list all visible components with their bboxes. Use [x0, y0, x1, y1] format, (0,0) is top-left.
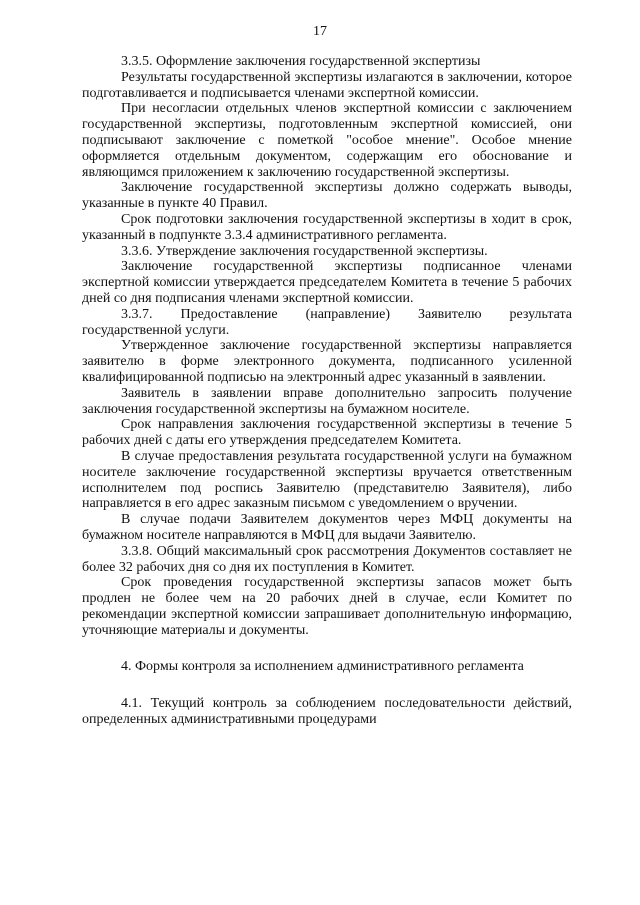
- subsection-heading-3-3-6: 3.3.6. Утверждение заключения государственной экспертизы.: [121, 243, 488, 259]
- paragraph: В случае подачи Заявителем документов через МФЦ документы на бумажном носителе направляются в МФЦ для выдачи Заявителю.: [82, 512, 572, 543]
- paragraph: Срок подготовки заключения государственной экспертизы в ходит в срок, указанный в подпункте 3.3.4 административного регламента.: [82, 211, 572, 243]
- paragraph: Заключение государственной экспертизы подписанное членами экспертной комиссии утверждается председателем Комитета в течение 5 рабочих дней со дня подписания членами экспертной комиссии.: [82, 259, 572, 306]
- section-heading: 4. Формы контроля за исполнением административного регламента: [121, 659, 524, 675]
- document-body: [82, 54, 572, 728]
- paragraph: Результаты государственной экспертизы излагаются в заключении, которое подготавливается и подписывается членами экспертной комиссии.: [82, 69, 572, 101]
- paragraph: Срок направления заключения государственной экспертизы в течение 5 рабочих дней с даты его утверждения председателем Комитета.: [82, 417, 572, 449]
- subsection-3-3-8: 3.3.8. Общий максимальный срок рассмотрения Документов составляет не более 32 рабочих дня со дня их поступления в Комитет.: [82, 543, 572, 575]
- subsection-heading-3-3-5: 3.3.5. Оформление заключения государственной экспертизы: [121, 54, 481, 69]
- subsection-heading-3-3-7: 3.3.7. Предоставление (направление) Заявителю результата государственной услуги.: [82, 306, 572, 338]
- paragraph: Срок проведения государственной экспертизы запасов может быть продлен не более чем на 20 рабочих дней в случае, если Комитет по рекомендации экспертной комиссии запрашивает дополнительную информацию, уточняющие материалы и документы.: [82, 575, 572, 638]
- paragraph: Утвержденное заключение государственной экспертизы направляется заявителю в форме электронного документа, подписанного усиленной квалифицированной подписью на электронный адрес указанный в заявлении.: [82, 338, 572, 385]
- paragraph: В случае предоставления результата государственной услуги на бумажном носителе заключение государственной экспертизы вручается ответственным исполнителем под роспись Заявителю (представителю Заявителя), либо направляется в его адрес заказным письмом с уведомлением о вручении.: [82, 448, 572, 512]
- paragraph: Заявитель в заявлении вправе дополнительно запросить получение заключения государственной экспертизы на бумажном носителе.: [82, 385, 572, 417]
- page-number: 17: [313, 24, 327, 39]
- paragraph-4-1: 4.1. Текущий контроль за соблюдением последовательности действий, определенных административными процедурами: [82, 696, 572, 728]
- paragraph: При несогласии отдельных членов экспертной комиссии с заключением государственной экспертизы, подготовленным экспертной комиссией, они подписывают заключение с пометкой "особое мнение". Особое мнение оформляется отдельным документом, содержащим его обоснование и являющимся приложением к заключению государственной экспертизы.: [82, 101, 572, 180]
- paragraph: Заключение государственной экспертизы должно содержать выводы, указанные в пункте 40 Правил.: [82, 180, 572, 212]
